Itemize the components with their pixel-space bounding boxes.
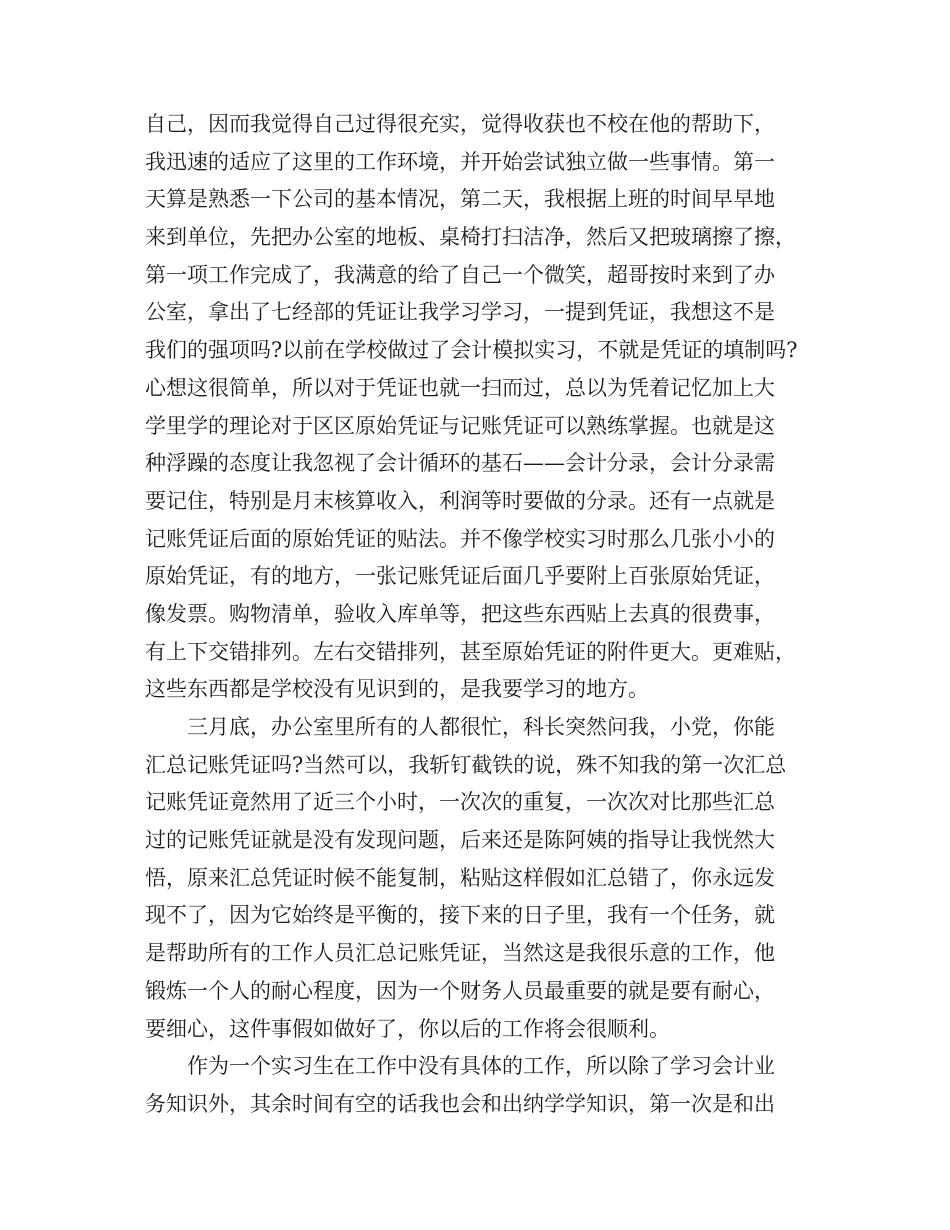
paragraph [145, 709, 825, 1048]
paragraph [145, 106, 825, 709]
text-line: 心想这很简单，所以对于凭证也就一扫而过，总以为凭着记忆加上大 [145, 375, 775, 400]
text-line: 作为一个实习生在工作中没有具体的工作，所以除了学习会计业 [187, 1054, 775, 1079]
text-line: 务知识外，其余时间有空的话我也会和出纳学学知识，第一次是和出 [145, 1091, 775, 1116]
paragraph [145, 1048, 825, 1123]
text-line: 像发票。购物清单，验收入库单等，把这些东西贴上去真的很费事， [145, 601, 775, 626]
text-line: 这些东西都是学校没有见识到的，是我要学习的地方。 [145, 677, 649, 702]
text-line: 来到单位，先把办公室的地板、桌椅打扫洁净，然后又把玻璃擦了擦， [145, 225, 796, 250]
text-line: 记账凭证竟然用了近三个小时，一次次的重复，一次次对比那些汇总 [145, 790, 775, 815]
text-line: 要细心，这件事假如做好了，你以后的工作将会很顺利。 [145, 1016, 670, 1041]
text-line: 学里学的理论对于区区原始凭证与记账凭证可以熟练掌握。也就是这 [145, 413, 775, 438]
text-line: 我们的强项吗?以前在学校做过了会计模拟实习，不就是凭证的填制吗? [145, 338, 798, 363]
text-line: 我迅速的适应了这里的工作环境，并开始尝试独立做一些事情。第一 [145, 149, 775, 174]
text-line: 公室，拿出了七经部的凭证让我学习学习，一提到凭证，我想这不是 [145, 300, 775, 325]
text-line: 记账凭证后面的原始凭证的贴法。并不像学校实习时那么几张小小的 [145, 526, 775, 551]
text-line: 是帮助所有的工作人员汇总记账凭证，当然这是我很乐意的工作，他 [145, 941, 775, 966]
text-line: 悟，原来汇总凭证时候不能复制，粘贴这样假如汇总错了，你永远发 [145, 865, 775, 890]
text-line: 现不了，因为它始终是平衡的，接下来的日子里，我有一个任务，就 [145, 903, 775, 928]
text-line: 第一项工作完成了，我满意的给了自己一个微笑，超哥按时来到了办 [145, 262, 775, 287]
text-line: 原始凭证，有的地方，一张记账凭证后面几乎要附上百张原始凭证， [145, 564, 775, 589]
text-line: 三月底，办公室里所有的人都很忙，科长突然问我，小党，你能 [187, 715, 775, 739]
text-line: 锻炼一个人的耐心程度，因为一个财务人员最重要的就是要有耐心， [145, 978, 775, 1003]
text-line: 天算是熟悉一下公司的基本情况，第二天，我根据上班的时间早早地 [145, 187, 775, 212]
text-line: 种浮躁的态度让我忽视了会计循环的基石——会计分录，会计分录需 [145, 451, 775, 476]
text-line: 有上下交错排列。左右交错排列，甚至原始凭证的附件更大。更难贴， [145, 639, 796, 664]
text-line: 自己，因而我觉得自己过得很充实，觉得收获也不校在他的帮助下， [145, 112, 775, 136]
text-line: 要记住，特别是月末核算收入，利润等时要做的分录。还有一点就是 [145, 488, 775, 513]
text-line: 汇总记账凭证吗?当然可以，我斩钉截铁的说，殊不知我的第一次汇总 [145, 752, 787, 777]
document-body [145, 106, 825, 1124]
text-line: 过的记账凭证就是没有发现问题，后来还是陈阿姨的指导让我恍然大 [145, 828, 775, 853]
